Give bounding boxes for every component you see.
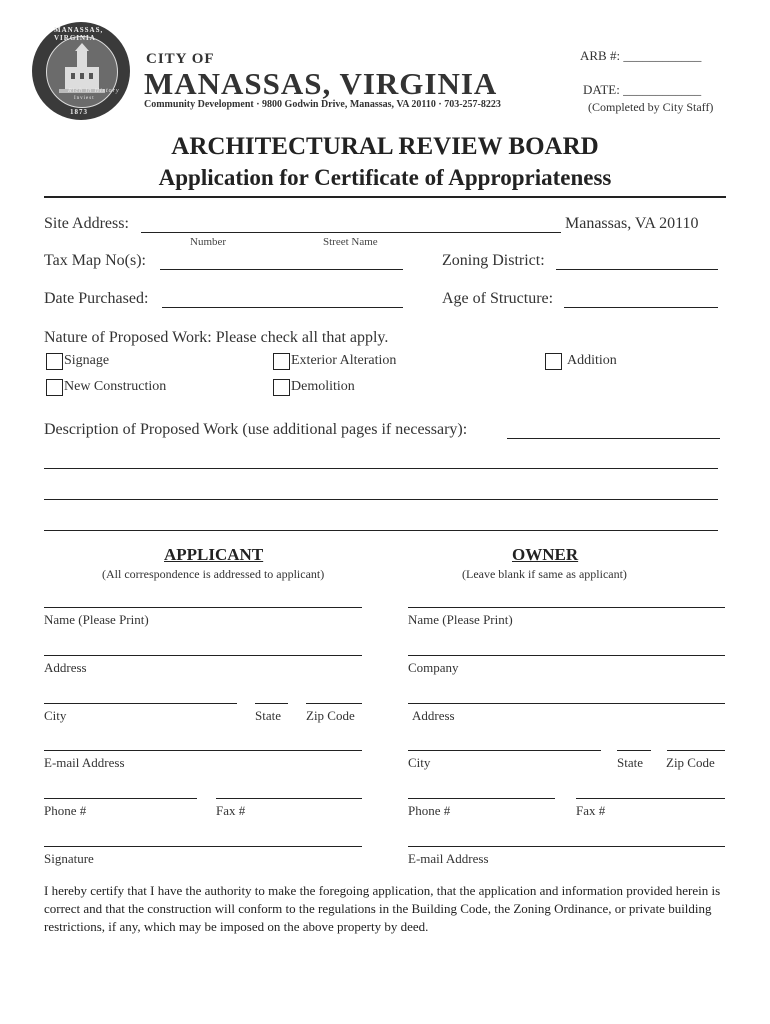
description-input-line-2[interactable] <box>44 468 718 469</box>
board-title: ARCHITECTURAL REVIEW BOARD <box>171 133 599 160</box>
applicant-email-label: E-mail Address <box>44 755 125 770</box>
applicant-address-label: Address <box>44 660 87 675</box>
seal-motto: Rich in History <box>68 88 120 94</box>
description-input-line-3[interactable] <box>44 499 718 500</box>
applicant-city-label: City <box>44 708 67 723</box>
site-address-label: Site Address: <box>44 215 129 232</box>
street-name-caption: Street Name <box>323 236 378 248</box>
city-name: MANASSAS, VIRGINIA <box>144 66 498 101</box>
owner-zip-input[interactable] <box>667 750 725 751</box>
owner-address-label: Address <box>412 708 455 723</box>
applicant-state-label: State <box>255 708 281 723</box>
date-purchased-label: Date Purchased: <box>44 290 149 307</box>
seal-year: 1873 <box>70 108 88 116</box>
city-of-label: CITY OF <box>146 51 215 67</box>
signage-option-label: Signage <box>64 353 110 368</box>
certification-statement: I hereby certify that I have the authority to make the foregoing application, that the application and information provided herein is correct and that the construction will conform to the regulations in the Building Code, the Zoning Ordinance, or private building restrictions, if any, which may be imposed on the above property by deed. <box>44 883 721 934</box>
applicant-city-input[interactable] <box>44 703 237 704</box>
new-construction-option-label: New Construction <box>64 379 167 394</box>
applicant-address-input[interactable] <box>44 655 362 656</box>
zoning-district-label: Zoning District: <box>442 252 545 269</box>
owner-state-label: State <box>617 755 643 770</box>
date-field[interactable]: DATE: ____________ <box>583 82 702 97</box>
owner-email-label: E-mail Address <box>408 851 489 866</box>
applicant-state-input[interactable] <box>255 703 288 704</box>
owner-email-input[interactable] <box>408 846 725 847</box>
owner-fax-label: Fax # <box>576 803 606 818</box>
applicant-zip-label: Zip Code <box>306 708 355 723</box>
exterior-alteration-checkbox[interactable] <box>273 353 290 370</box>
owner-city-label: City <box>408 755 431 770</box>
application-title: Application for Certificate of Appropriateness <box>158 165 612 190</box>
seal-motto-line2: Inviest <box>74 96 95 101</box>
applicant-fax-input[interactable] <box>216 798 362 799</box>
applicant-email-input[interactable] <box>44 750 362 751</box>
owner-name-label: Name (Please Print) <box>408 612 513 627</box>
age-of-structure-label: Age of Structure: <box>442 290 554 307</box>
staff-note: (Completed by City Staff) <box>588 100 714 114</box>
city-seal-logo <box>32 22 130 120</box>
applicant-name-label: Name (Please Print) <box>44 612 149 627</box>
signage-checkbox[interactable] <box>46 353 63 370</box>
applicant-fax-label: Fax # <box>216 803 246 818</box>
owner-state-input[interactable] <box>617 750 651 751</box>
applicant-heading: APPLICANT <box>164 545 264 564</box>
owner-zip-label: Zip Code <box>666 755 715 770</box>
owner-phone-input[interactable] <box>408 798 555 799</box>
applicant-phone-input[interactable] <box>44 798 197 799</box>
owner-heading: OWNER <box>512 545 579 564</box>
description-label: Description of Proposed Work (use additional pages if necessary): <box>44 421 468 438</box>
arb-number-field[interactable]: ARB #: ____________ <box>580 48 702 63</box>
nature-of-work-label: Nature of Proposed Work: Please check all that apply. <box>44 329 389 346</box>
owner-company-label: Company <box>408 660 459 675</box>
applicant-note: (All correspondence is addressed to applicant) <box>102 567 325 581</box>
owner-phone-label: Phone # <box>408 803 451 818</box>
owner-company-input[interactable] <box>408 655 725 656</box>
exterior-alteration-option-label: Exterior Alteration <box>291 353 397 368</box>
zoning-district-input[interactable] <box>556 269 718 270</box>
new-construction-checkbox[interactable] <box>46 379 63 396</box>
applicant-signature-input[interactable] <box>44 846 362 847</box>
tax-map-label: Tax Map No(s): <box>44 252 146 269</box>
applicant-phone-label: Phone # <box>44 803 87 818</box>
demolition-checkbox[interactable] <box>273 379 290 396</box>
description-input-line-4[interactable] <box>44 530 718 531</box>
owner-address-input[interactable] <box>408 703 725 704</box>
owner-name-input[interactable] <box>408 607 725 608</box>
number-caption: Number <box>190 236 227 248</box>
addition-checkbox[interactable] <box>545 353 562 370</box>
date-purchased-input[interactable] <box>162 307 403 308</box>
applicant-name-input[interactable] <box>44 607 362 608</box>
tax-map-input[interactable] <box>160 269 403 270</box>
department-address-line: Community Development · 9800 Godwin Drive, Manassas, VA 20110 · 703-257-8223 <box>144 99 501 110</box>
owner-note: (Leave blank if same as applicant) <box>462 567 627 581</box>
site-address-city: Manassas, VA 20110 <box>565 215 699 232</box>
owner-fax-input[interactable] <box>576 798 725 799</box>
addition-option-label: Addition <box>567 353 617 368</box>
site-address-input[interactable] <box>141 232 561 233</box>
description-input-line-1[interactable] <box>507 438 720 439</box>
owner-city-input[interactable] <box>408 750 601 751</box>
demolition-option-label: Demolition <box>291 379 355 394</box>
applicant-signature-label: Signature <box>44 851 94 866</box>
seal-ring-text: MANASSAS, VIRGINIA <box>54 26 104 42</box>
title-divider <box>44 196 726 198</box>
applicant-zip-input[interactable] <box>306 703 362 704</box>
age-of-structure-input[interactable] <box>564 307 718 308</box>
